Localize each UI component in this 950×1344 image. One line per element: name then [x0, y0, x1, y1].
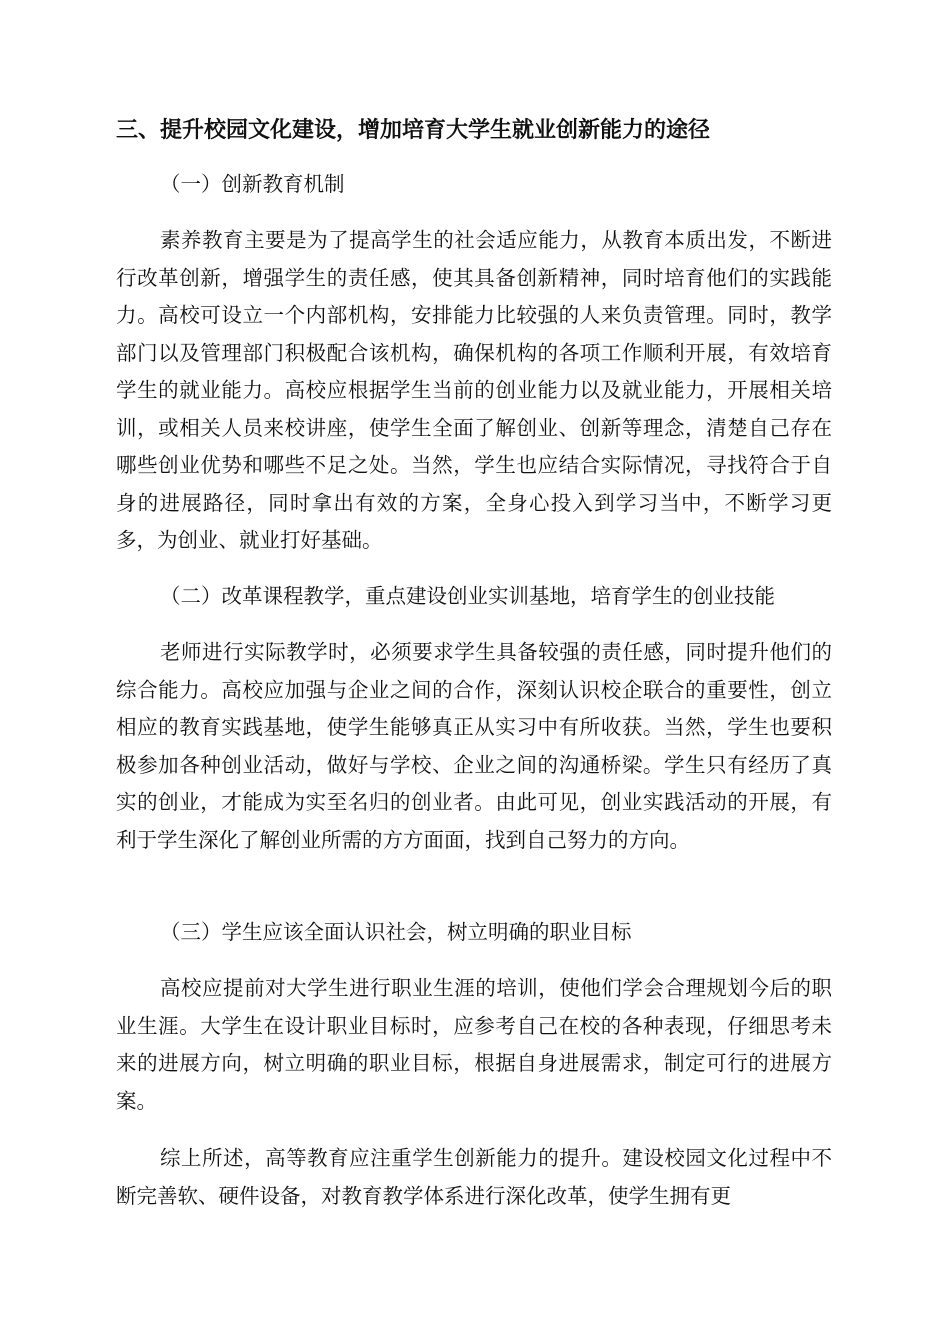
paragraph-2: 老师进行实际教学时，必须要求学生具备较强的责任感，同时提升他们的综合能力。高校应加强与企业之间的合作，深刻认识校企联合的重要性，创立相应的教育实践基地，使学生能够真正从实习中有所收获。当然，学生也要积极参加各种创业活动，做好与学校、企业之间的沟通桥梁。学生只有经历了真实的创业，才能成为实至名归的创业者。由此可见，创业实践活动的开展，有利于学生深化了解创业所需的方方面面，找到自己努力的方向。	[116, 640, 832, 852]
paragraph-3: 高校应提前对大学生进行职业生涯的培训，使他们学会合理规划今后的职业生涯。大学生在设计职业目标时，应参考自己在校的各种表现，仔细思考未来的进展方向，树立明确的职业目标，根据自身进展需求，制定可行的进展方案。	[116, 976, 832, 1113]
subheading-3: （三）学生应该全面认识社会，树立明确的职业目标	[160, 920, 632, 944]
paragraph-1: 素养教育主要是为了提高学生的社会适应能力，从教育本质出发，不断进行改革创新，增强学生的责任感，使其具备创新精神，同时培育他们的实践能力。高校可设立一个内部机构，安排能力比较强的人来负责管理。同时，教学部门以及管理部门积极配合该机构，确保机构的各项工作顺利开展，有效培育学生的就业能力。高校应根据学生当前的创业能力以及就业能力，开展相关培训，或相关人员来校讲座，使学生全面了解创业、创新等理念，清楚自己存在哪些创业优势和哪些不足之处。当然，学生也应结合实际情况，寻找符合于自身的进展路径，同时拿出有效的方案，全身心投入到学习当中，不断学习更多，为创业、就业打好基础。	[116, 228, 832, 552]
conclusion-paragraph: 综上所述，高等教育应注重学生创新能力的提升。建设校园文化过程中不断完善软、硬件设备，对教育教学体系进行深化改革，使学生拥有更	[116, 1146, 832, 1208]
subheading-1: （一）创新教育机制	[160, 172, 345, 196]
section-heading: 三、提升校园文化建设，增加培育大学生就业创新能力的途径	[116, 117, 711, 143]
subheading-2: （二）改革课程教学，重点建设创业实训基地，培育学生的创业技能	[160, 584, 775, 608]
